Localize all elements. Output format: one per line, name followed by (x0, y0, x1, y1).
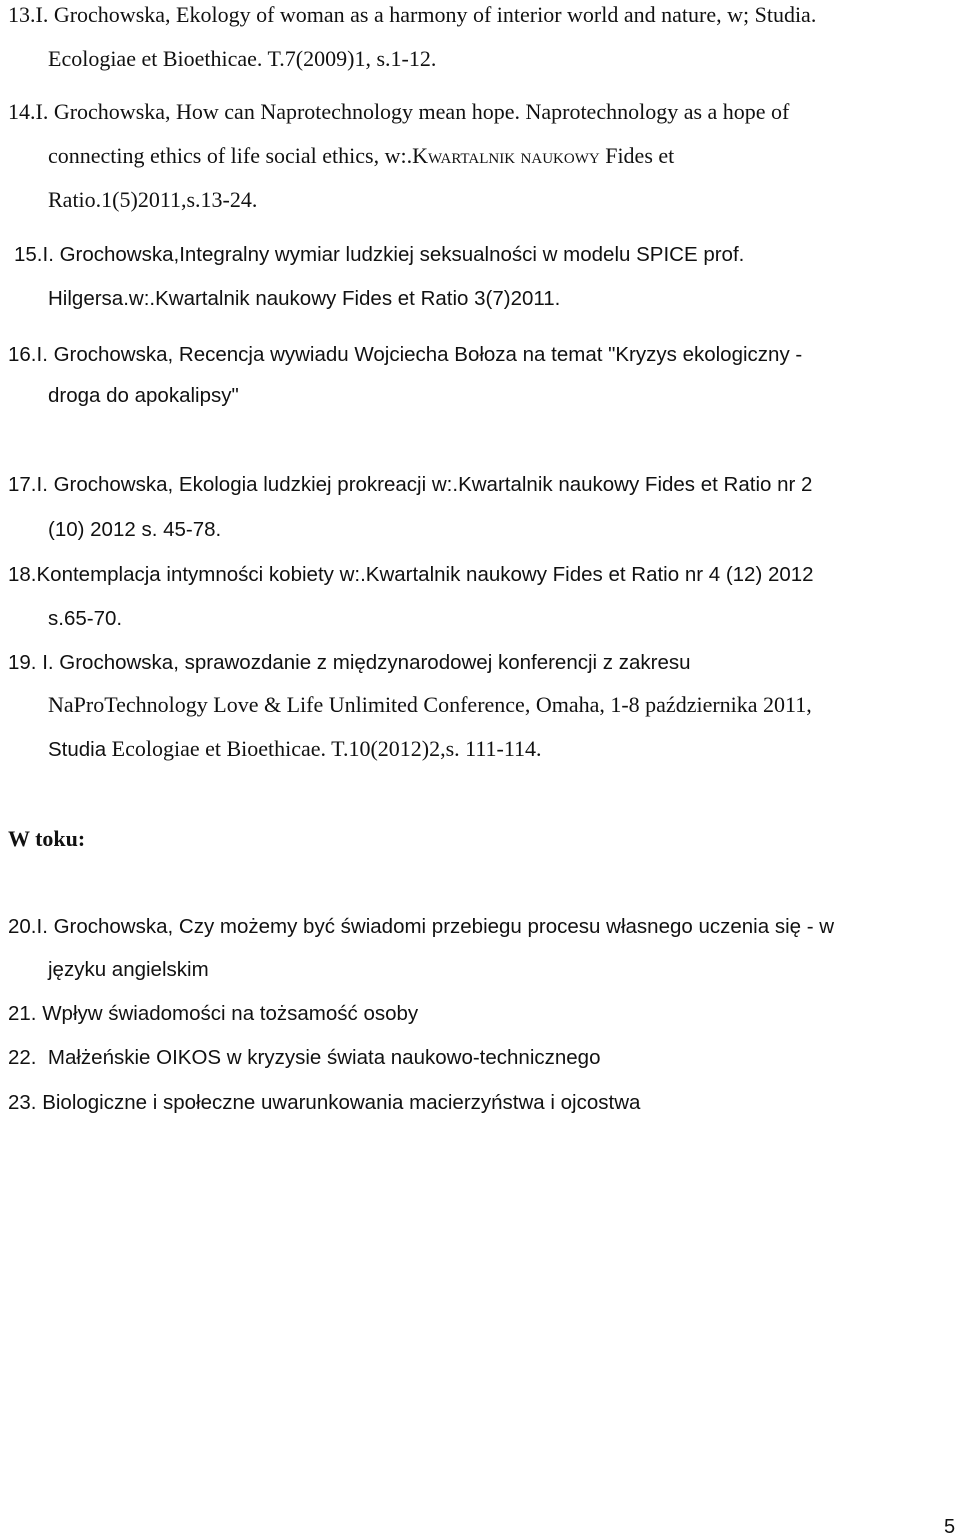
item-number: 22. (8, 1046, 37, 1069)
journal-name: Kwartalnik naukowy Fides et Ratio 3(7)2011. (155, 287, 561, 310)
reference-text: I. Grochowska, How can Naprotechnology mean hope. Naprotechnology as a hope of (35, 99, 790, 124)
reference-number: 16. (8, 343, 37, 366)
reference-19-line-3: Studia Ecologiae et Bioethicae. T.10(2012)2,s. 111-114. (48, 736, 542, 761)
journal-name: Kwartalnik naukowy (412, 143, 600, 168)
reference-text: I. Grochowska, Ekology of woman as a harmony of interior world and nature, w; Studia. (35, 2, 817, 27)
reference-17 (8, 472, 812, 498)
reference-number: 18. (8, 563, 37, 586)
reference-16-line-2: droga do apokalipsy" (48, 384, 239, 407)
in-progress-20 (8, 914, 834, 940)
reference-19 (8, 650, 691, 676)
reference-text: I. Grochowska,Integralny wymiar ludzkiej seksualności w modelu SPICE prof. (42, 243, 745, 266)
reference-18-line-2: s.65-70. (48, 607, 123, 630)
section-heading-in-progress: W toku: (8, 826, 86, 851)
page-number: 5 (944, 1516, 956, 1538)
item-text: I. Grochowska, Czy możemy być świadomi przebiegu procesu własnego uczenia się - w (36, 915, 835, 938)
reference-18 (8, 562, 814, 588)
in-progress-21 (8, 1001, 418, 1027)
item-number: 23. (8, 1091, 37, 1114)
item-text: Małżeńskie OIKOS w kryzysie świata naukowo-technicznego (36, 1046, 601, 1069)
reference-text: I. Grochowska, Recencja wywiadu Wojciecha Bołoza na temat "Kryzys ekologiczny - (36, 343, 803, 366)
item-text: Wpływ świadomości na tożsamość osoby (36, 1002, 419, 1025)
reference-13 (8, 2, 816, 28)
reference-15 (14, 242, 744, 268)
journal-name: Kwartalnik naukowy Fides et Ratio nr 4 (12) 2012 (365, 563, 814, 586)
reference-text: I. Grochowska, sprawozdanie z międzynarodowej konferencji z zakresu (36, 651, 691, 674)
reference-number: 13. (8, 2, 36, 27)
reference-17-line-2: (10) 2012 s. 45-78. (48, 518, 222, 541)
in-progress-23 (8, 1090, 640, 1116)
reference-16 (8, 342, 802, 368)
reference-text: Kontemplacja intymności kobiety w:. (36, 563, 366, 586)
reference-number: 17. (8, 473, 37, 496)
reference-number: 19. (8, 651, 37, 674)
item-text: Biologiczne i społeczne uwarunkowania macierzyństwa i ojcostwa (36, 1091, 641, 1114)
reference-19-line-2: NaProTechnology Love & Life Unlimited Conference, Omaha, 1-8 października 2011, (48, 692, 812, 717)
item-number: 20. (8, 915, 37, 938)
reference-number: 15. (14, 243, 43, 266)
reference-14-line-3: Ratio.1(5)2011,s.13-24. (48, 187, 258, 212)
reference-14-line-2: connecting ethics of life social ethics, w:.Kwartalnik naukowy Fides et (48, 143, 675, 168)
in-progress-20-line-2: języku angielskim (48, 958, 209, 981)
item-number: 21. (8, 1002, 37, 1025)
in-progress-22 (8, 1045, 600, 1071)
reference-text: I. Grochowska, Ekologia ludzkiej prokreacji w:. (36, 473, 459, 496)
reference-15-line-2: Hilgersa.w:.Kwartalnik naukowy Fides et Ratio 3(7)2011. (48, 287, 561, 310)
reference-14 (8, 99, 789, 125)
journal-name: Kwartalnik naukowy Fides et Ratio nr 2 (458, 473, 813, 496)
reference-13-line-2: Ecologiae et Bioethicae. T.7(2009)1, s.1-12. (48, 46, 437, 71)
reference-number: 14. (8, 99, 36, 124)
